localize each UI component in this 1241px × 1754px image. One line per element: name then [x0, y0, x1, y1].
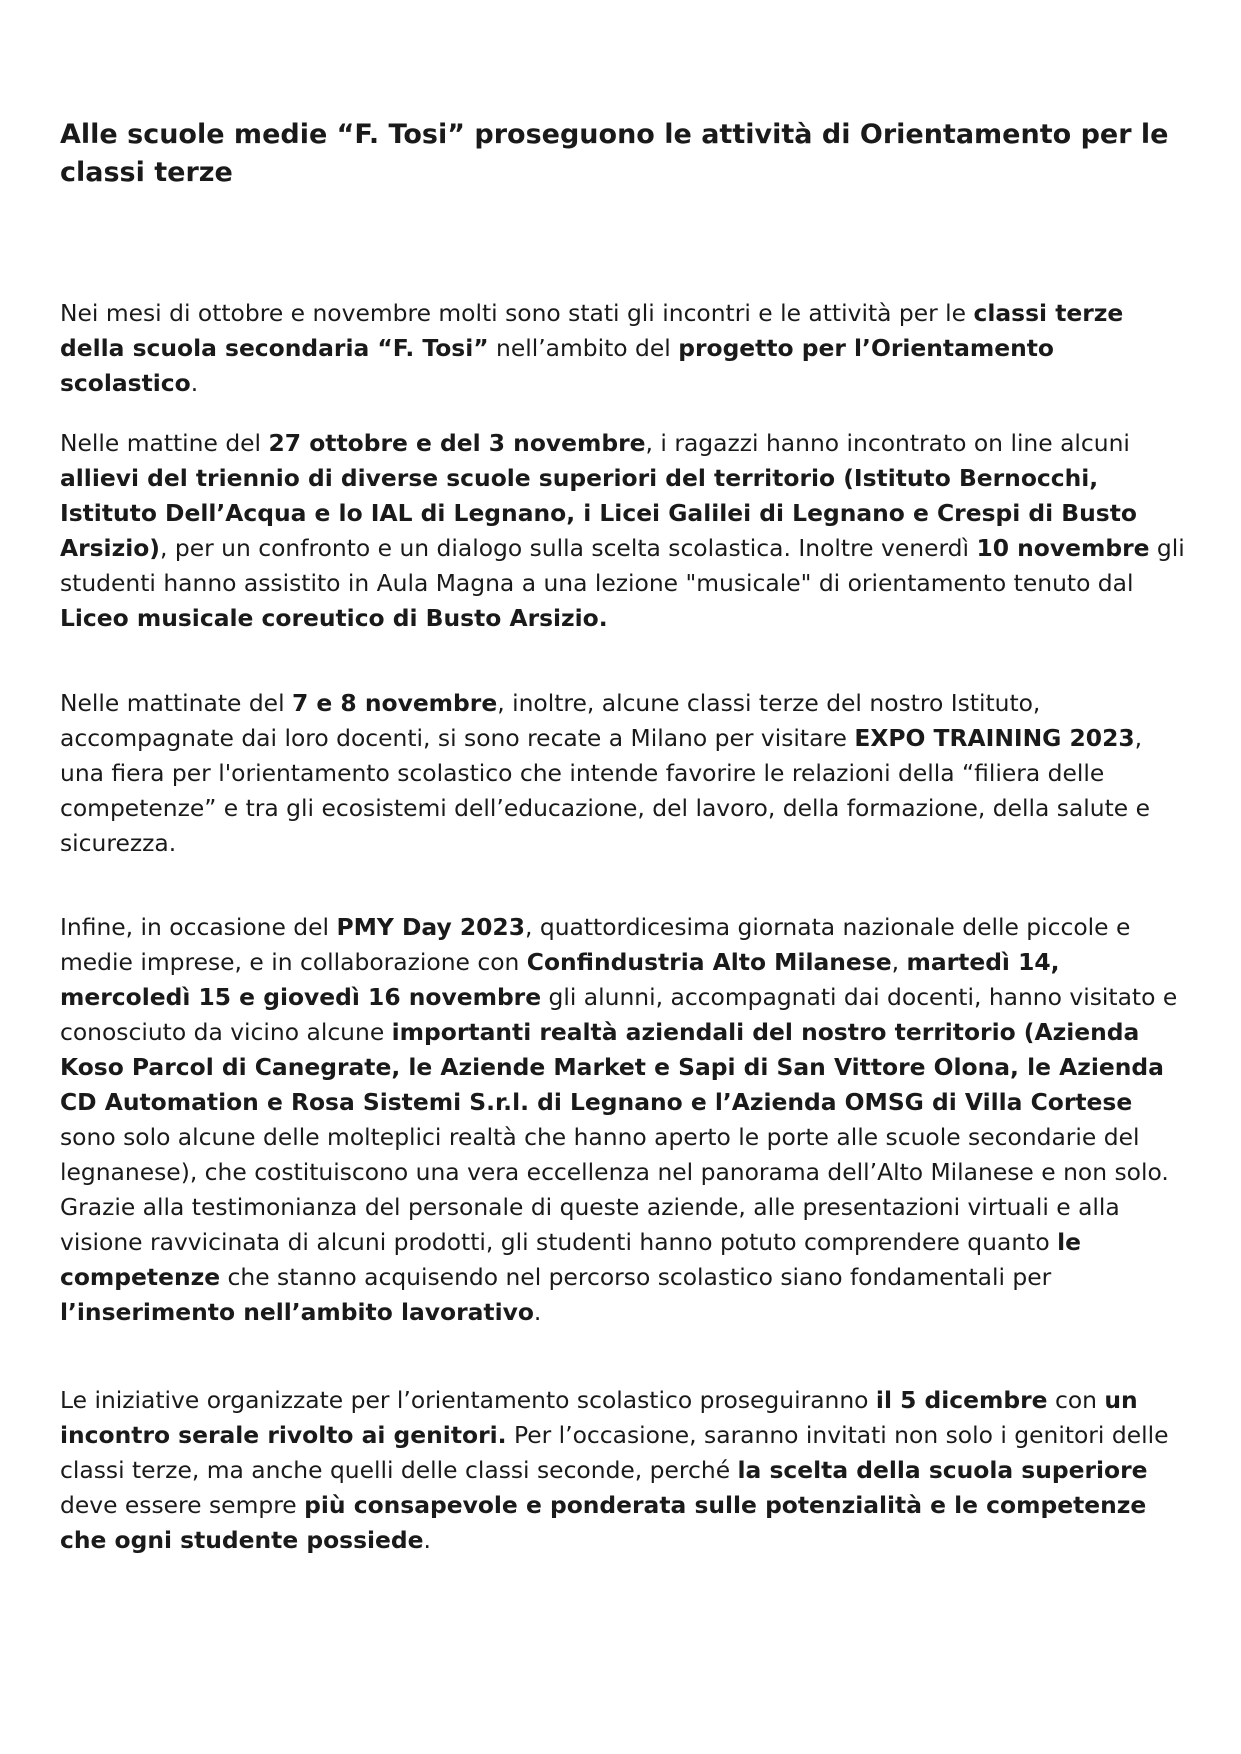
text-run: , — [891, 948, 907, 976]
text-run: , quattordicesima giornata nazionale delle piccole e medie imprese, e in collaborazione con — [60, 913, 1131, 976]
bold-text-run: allievi del triennio di diverse scuole superiori del territorio (Istituto Bernocchi, Istituto Dell’Acqua e lo IAL di Legnano, i Licei Galilei di Legnano e Crespi di Busto Arsizio) — [60, 464, 1137, 562]
paragraph — [60, 1383, 1188, 1558]
text-run: gli studenti hanno assistito in Aula Magna a una lezione "musicale" di orientamento tenuto dal — [60, 534, 1185, 597]
text-run: , per un confronto e un dialogo sulla scelta scolastica. Inoltre venerdì — [159, 534, 977, 562]
bold-text-run: 10 novembre — [976, 534, 1150, 562]
bold-text-run: martedì 14, mercoledì 15 e giovedì 16 novembre — [60, 948, 1060, 1011]
bold-text-run: più consapevole e ponderata sulle potenzialità e le competenze che ogni studente possiede — [60, 1491, 1147, 1554]
text-run: . — [423, 1526, 431, 1554]
bold-text-run: un incontro serale rivolto ai genitori. — [60, 1386, 1138, 1449]
text-run: che stanno acquisendo nel percorso scolastico siano fondamentali per — [220, 1263, 1052, 1291]
bold-text-run: l’inserimento nell’ambito lavorativo — [60, 1298, 534, 1326]
text-run: sono solo alcune delle molteplici realtà che hanno aperto le porte alle scuole secondarie del legnanese), che costituiscono una vera eccellenza nel panorama dell’Alto Milanese e non solo. Grazie alla testimonianza del personale di queste aziende, alle presentazioni virtuali e alla visione ravvicinata di alcuni prodotti, gli studenti hanno potuto comprendere quanto — [60, 1123, 1169, 1256]
paragraph — [60, 910, 1188, 1330]
paragraph — [60, 686, 1188, 861]
bold-text-run: Confindustria Alto Milanese — [526, 948, 892, 976]
bold-text-run: il 5 dicembre — [875, 1386, 1048, 1414]
document-title: Alle scuole medie “F. Tosi” proseguono le attività di Orientamento per le classi terze — [60, 119, 1169, 188]
paragraph — [60, 426, 1188, 636]
text-run: deve essere sempre — [60, 1491, 305, 1519]
bold-text-run: Liceo musicale coreutico di Busto Arsizio. — [60, 604, 608, 632]
text-run: Nei mesi di ottobre e novembre molti sono stati gli incontri e le attività per le — [60, 299, 974, 327]
text-run: , i ragazzi hanno incontrato on line alcuni — [645, 429, 1130, 457]
bold-text-run: importanti realtà aziendali del nostro territorio (Azienda Koso Parcol di Canegrate, le Aziende Market e Sapi di San Vittore Olona, le Azienda CD Automation e Rosa Sistemi S.r.l. di Legnano e l’Azienda OMSG di Villa Cortese — [60, 1018, 1164, 1116]
text-run: . — [533, 1298, 542, 1326]
paragraph — [60, 296, 1188, 401]
text-run: nell’ambito del — [488, 334, 679, 362]
bold-text-run: 27 ottobre e del 3 novembre — [268, 429, 646, 457]
bold-text-run: la scelta della scuola superiore — [737, 1456, 1148, 1484]
text-run: , inoltre, alcune classi terze del nostro Istituto, accompagnate dai loro docenti, si sono recate a Milano per visitare — [60, 689, 1041, 752]
bold-text-run: EXPO TRAINING 2023 — [854, 724, 1135, 752]
text-run: Infine, in occasione del — [60, 913, 337, 941]
text-run: Nelle mattine del — [60, 429, 269, 457]
bold-text-run: PMY Day 2023 — [336, 913, 525, 941]
bold-text-run: le competenze — [60, 1228, 1081, 1291]
text-run: Nelle mattinate del — [60, 689, 292, 717]
bold-text-run: progetto per l’Orientamento scolastico — [60, 334, 1054, 397]
text-run: Per l’occasione, saranno invitati non solo i genitori delle classi terze, ma anche quelli delle classi seconde, perché — [60, 1421, 1169, 1484]
bold-text-run: 7 e 8 novembre — [292, 689, 498, 717]
bold-text-run: classi terze della scuola secondaria “F. Tosi” — [60, 299, 1124, 362]
text-run: , una fiera per l'orientamento scolastico che intende favorire le relazioni della “filiera delle competenze” e tra gli ecosistemi dell’educazione, del lavoro, della formazione, della salute e sicurezza. — [60, 724, 1151, 857]
text-run: gli alunni, accompagnati dai docenti, hanno visitato e conosciuto da vicino alcune — [60, 983, 1178, 1046]
text-run: Le iniziative organizzate per l’orientamento scolastico proseguiranno — [60, 1386, 876, 1414]
text-run: con — [1047, 1386, 1105, 1414]
text-run: . — [190, 369, 199, 397]
